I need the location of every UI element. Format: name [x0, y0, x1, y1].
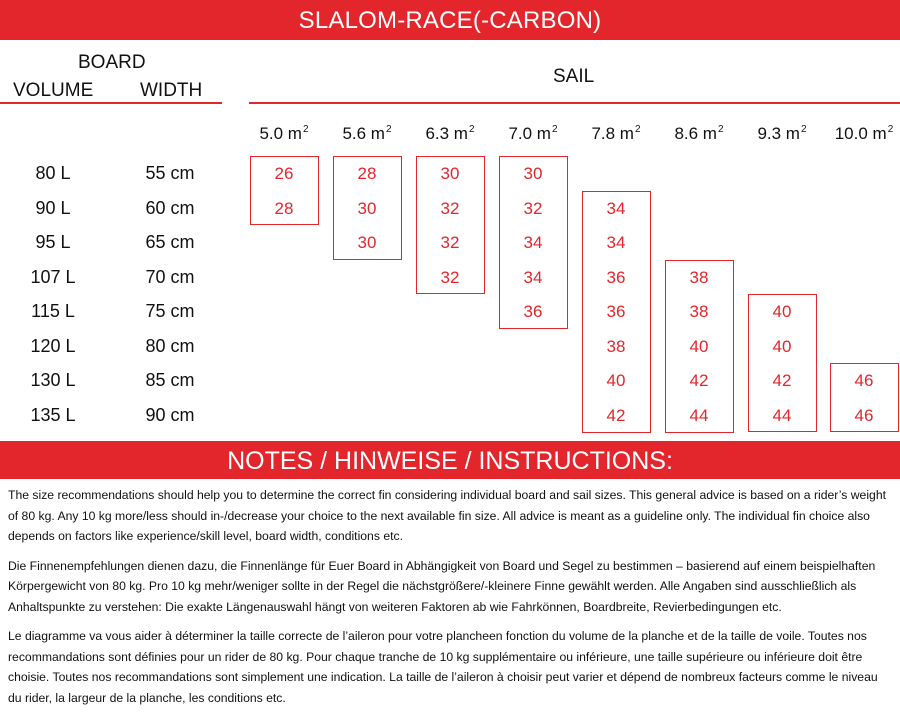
sail-size-label [741, 124, 823, 144]
board-volume: 115 L [31, 301, 75, 321]
notes-english: The size recommendations should help you to determine the correct fin considering individual board and sail sizes. This general advice is based on a rider’s weight of 80 kg. Any 10 kg more/less should in-/decrease your choice to the next available fin size. All advice is meant as a guideline only. The individual fin choice also depends on factors like experience/skill level, board width, conditions etc. [8, 488, 886, 543]
fin-size-cell: 26 [274, 164, 294, 183]
fin-size-cell: 30 [357, 233, 377, 252]
notes-german: Die Finnenempfehlungen dienen dazu, die Finnenlänge für Euer Board in Abhängigkeit von Board und Segel zu bestimmen – basierend auf einem beispielhaften Körpergewicht von 80 kg. Pro 10 kg mehr/weniger sollte in der Regel die nächstgrößere/-kleinere Finne gewählt werden. Alle Angaben sind ausschließlich als Anhaltspunkte zu verstehen: Die exakte Längenauswahl hängt von weiteren Faktoren ab wie Fahrkönnen, Boardbreite, Revierbedingungen etc. [8, 558, 876, 614]
board-volume: 90 L [35, 198, 71, 218]
board-width: 65 cm [145, 232, 195, 252]
board-header: BOARD [78, 52, 146, 73]
board-width: 55 cm [145, 163, 195, 183]
sail-unit-exponent: 2 [717, 124, 724, 135]
sail-size-value: 6.3 m [425, 124, 468, 143]
fin-size-cell: 40 [689, 337, 709, 356]
volume-header: VOLUME [13, 80, 94, 101]
notes-section [8, 485, 892, 717]
fin-size-cell: 28 [274, 199, 294, 218]
sail-size-label [243, 124, 325, 144]
sail-size-value: 7.8 m [591, 124, 634, 143]
sail-size-value: 5.0 m [259, 124, 302, 143]
title-banner: SLALOM-RACE(-CARBON) [0, 0, 900, 40]
notes-french: Le diagramme va vous aider à déterminer la taille correcte de l’aileron pour votre plancheen fonction du volume de la planche et de la taille de voile. Toutes nos recommandations sont définies pour un rider de 80 kg. Pour chaque tranche de 10 kg supplémentaire ou inférieure, une taille supérieure ou inférieure doit être choisie. Toutes nos recommandations sont simplement une indication. La taille de l’aileron à choisir peut varier et dépend de nombreux facteurs comme le niveau du rider, la largeur de la planche, les conditions etc. [8, 629, 878, 705]
fin-size-cell: 42 [689, 371, 709, 390]
fin-size-cell: 46 [854, 371, 874, 390]
fin-size-cell: 30 [357, 199, 377, 218]
sail-size-value: 9.3 m [757, 124, 800, 143]
fin-size-cell: 38 [689, 302, 709, 321]
board-header-rule [0, 102, 222, 104]
sail-header-rule [249, 102, 900, 104]
board-width: 75 cm [145, 301, 195, 321]
board-width: 60 cm [145, 198, 195, 218]
fin-size-cell: 34 [606, 233, 626, 252]
sail-size-value: 8.6 m [674, 124, 717, 143]
board-volume: 135 L [30, 405, 76, 425]
fin-size-cell: 38 [606, 337, 626, 356]
fin-size-cell: 32 [440, 199, 460, 218]
sail-size-label [409, 124, 491, 144]
fin-size-cell: 36 [523, 302, 543, 321]
board-volume: 95 L [35, 232, 71, 252]
sail-unit-exponent: 2 [302, 124, 309, 135]
board-volume: 120 L [30, 336, 76, 356]
width-header: WIDTH [140, 80, 203, 101]
board-width: 90 cm [145, 405, 195, 425]
fin-size-cell: 40 [606, 371, 626, 390]
sail-size-label [658, 124, 740, 144]
sail-size-label [326, 124, 408, 144]
fin-size-cell: 28 [357, 164, 377, 183]
sail-unit-exponent: 2 [551, 124, 558, 135]
board-width: 80 cm [145, 336, 195, 356]
sail-size-label [823, 124, 900, 144]
sail-unit-exponent: 2 [468, 124, 475, 135]
fin-size-cell: 40 [772, 302, 792, 321]
fin-size-cell: 40 [772, 337, 792, 356]
fin-size-cell: 30 [440, 164, 460, 183]
board-width: 70 cm [145, 267, 195, 287]
sail-size-value: 7.0 m [508, 124, 551, 143]
fin-size-cell: 34 [523, 233, 543, 252]
sail-unit-exponent: 2 [634, 124, 641, 135]
sail-size-label [575, 124, 657, 144]
fin-size-cell: 34 [523, 268, 543, 287]
fin-size-cell: 34 [606, 199, 626, 218]
board-volume: 107 L [30, 267, 76, 287]
fin-size-cell: 42 [606, 406, 626, 425]
fin-size-cell: 32 [440, 268, 460, 287]
sail-size-value: 5.6 m [342, 124, 385, 143]
sail-size-value: 10.0 m [834, 124, 887, 143]
sail-unit-exponent: 2 [800, 124, 807, 135]
fin-size-cell: 44 [689, 406, 709, 425]
fin-size-cell: 44 [772, 406, 792, 425]
fin-size-cell: 42 [772, 371, 792, 390]
sail-unit-exponent: 2 [887, 124, 894, 135]
fin-size-cell: 32 [523, 199, 543, 218]
fin-size-cell: 38 [689, 268, 709, 287]
sail-header: SAIL [553, 66, 595, 87]
sail-unit-exponent: 2 [385, 124, 392, 135]
fin-size-cell: 46 [854, 406, 874, 425]
notes-banner: NOTES / HINWEISE / INSTRUCTIONS: [0, 441, 900, 479]
board-width: 85 cm [145, 370, 195, 390]
fin-size-cell: 30 [523, 164, 543, 183]
fin-size-cell: 36 [606, 268, 626, 287]
board-volume: 130 L [30, 370, 76, 390]
fin-size-cell: 36 [606, 302, 626, 321]
sail-size-label [492, 124, 574, 144]
fin-size-cell: 32 [440, 233, 460, 252]
board-volume: 80 L [35, 163, 71, 183]
